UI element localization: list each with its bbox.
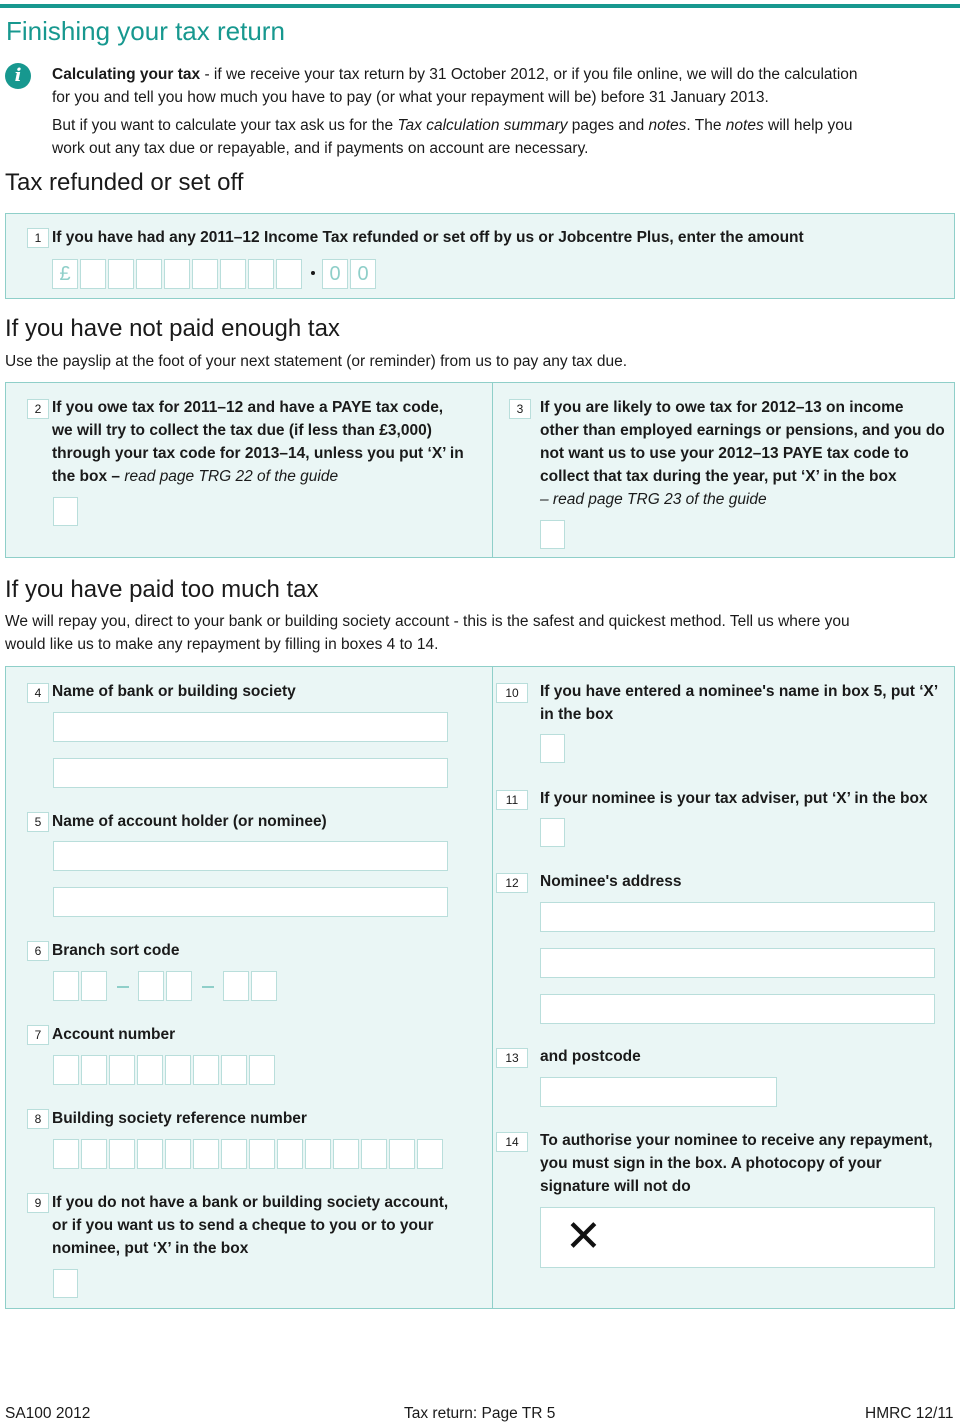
q11-label: If your nominee is your tax adviser, put ‘X’ in the box <box>540 790 928 807</box>
society-reference-field[interactable] <box>53 1139 453 1171</box>
sort-code-field[interactable] <box>53 971 283 1003</box>
q7-label: Account number <box>52 1026 176 1043</box>
currency-symbol: £ <box>52 259 78 289</box>
box-number-5: 5 <box>27 812 49 832</box>
page-title: Finishing your tax return <box>6 16 285 46</box>
intro-paragraph-1: Calculating your tax - if we receive your tax return by 31 October 2012, or if you file online, we will do the calculation for you and tell you how much you have to pay (or what your repayment will be) before 31 January 2013. <box>52 66 858 106</box>
box-number-2: 2 <box>27 399 49 419</box>
q3-checkbox[interactable] <box>540 520 565 549</box>
q10-label: If you have entered a nominee's name in box 5, put ‘X’ in the box <box>540 683 939 723</box>
digit-box[interactable] <box>361 1139 387 1169</box>
q9-label: If you do not have a bank or building society account, or if you want us to send a cheque to you or to your nominee, put ‘X’ in the box <box>52 1194 449 1257</box>
column-divider <box>492 383 493 557</box>
digit-box[interactable] <box>277 1139 303 1169</box>
q3-label: If you are likely to owe tax for 2012–13 on income other than employed earnings or pensions, and you do not want us to use your 2012–13 PAYE tax code to collect that tax during the year, put ‘X’ in the box – read page TRG 23 of the guide <box>540 399 945 508</box>
digit-box[interactable] <box>251 971 277 1001</box>
digit-box[interactable] <box>192 259 218 289</box>
nominee-address-line-2[interactable] <box>540 948 935 978</box>
digit-box[interactable] <box>221 1055 247 1085</box>
q2-label: If you owe tax for 2011–12 and have a PAYE tax code, we will try to collect the tax due (if less than £3,000) through your tax code for 2013–14, unless you put ‘X’ in the box – read page TRG 22 of the guide <box>52 399 464 485</box>
info-icon: i <box>5 63 31 89</box>
heading-not-paid-enough: If you have not paid enough tax <box>5 315 340 342</box>
box-number-14: 14 <box>496 1132 528 1152</box>
signature-box[interactable] <box>540 1207 935 1268</box>
digit-box[interactable] <box>223 971 249 1001</box>
digit-box[interactable] <box>80 259 106 289</box>
q5-label: Name of account holder (or nominee) <box>52 813 327 830</box>
q1-label: If you have had any 2011–12 Income Tax refunded or set off by us or Jobcentre Plus, enter the amount <box>52 229 804 246</box>
top-rule <box>0 4 960 8</box>
q12-label: Nominee's address <box>540 873 682 890</box>
digit-box[interactable] <box>81 1139 107 1169</box>
nominee-address-line-3[interactable] <box>540 994 935 1024</box>
column-divider <box>492 667 493 1308</box>
digit-box[interactable] <box>417 1139 443 1169</box>
box-number-8: 8 <box>27 1109 49 1129</box>
q4-label: Name of bank or building society <box>52 683 296 700</box>
intro-paragraph-2: But if you want to calculate your tax ask us for the Tax calculation summary pages and notes. The notes will help you work out any tax due or repayable, and if payments on account are necessary. <box>52 117 853 157</box>
q6-label: Branch sort code <box>52 942 180 959</box>
digit-box[interactable] <box>389 1139 415 1169</box>
account-holder-input-line-1[interactable] <box>53 841 448 871</box>
box-number-9: 9 <box>27 1193 49 1213</box>
digit-box[interactable] <box>138 971 164 1001</box>
digit-box[interactable] <box>221 1139 247 1169</box>
panel-q1 <box>5 213 955 299</box>
digit-box[interactable] <box>166 971 192 1001</box>
sign-here-x-mark: ✕ <box>565 1212 602 1261</box>
paid-too-much-text: We will repay you, direct to your bank or building society account - this is the safest and quickest method. Tell us where you would like us to make any repayment by filling in boxes 4 to 14. <box>5 613 850 653</box>
box-number-11: 11 <box>496 790 528 810</box>
digit-box[interactable] <box>164 259 190 289</box>
panel-q2-q3 <box>5 382 955 558</box>
digit-box[interactable] <box>276 259 302 289</box>
separator-dash <box>202 986 214 988</box>
digit-box[interactable] <box>305 1139 331 1169</box>
pence-digit[interactable]: 0 <box>350 259 376 289</box>
bank-name-input-line-2[interactable] <box>53 758 448 788</box>
digit-box[interactable] <box>165 1139 191 1169</box>
digit-box[interactable] <box>220 259 246 289</box>
footer-version: HMRC 12/11 <box>865 1405 954 1422</box>
not-paid-text: Use the payslip at the foot of your next statement (or reminder) from us to pay any tax due. <box>5 353 628 370</box>
separator-dash <box>117 986 129 988</box>
q10-checkbox[interactable] <box>540 734 565 763</box>
footer-form-code: SA100 2012 <box>5 1405 91 1422</box>
digit-box[interactable] <box>248 259 274 289</box>
q9-checkbox[interactable] <box>53 1269 78 1298</box>
heading-paid-too-much: If you have paid too much tax <box>5 576 319 603</box>
digit-box[interactable] <box>53 1139 79 1169</box>
digit-box[interactable] <box>53 1055 79 1085</box>
pence-digit[interactable]: 0 <box>322 259 348 289</box>
digit-box[interactable] <box>53 971 79 1001</box>
bank-name-input-line-1[interactable] <box>53 712 448 742</box>
decimal-point <box>311 271 315 275</box>
digit-box[interactable] <box>109 1139 135 1169</box>
intro-strong: Calculating your tax <box>52 66 201 83</box>
digit-box[interactable] <box>165 1055 191 1085</box>
digit-box[interactable] <box>249 1139 275 1169</box>
digit-box[interactable] <box>193 1055 219 1085</box>
digit-box[interactable] <box>333 1139 359 1169</box>
digit-box[interactable] <box>109 1055 135 1085</box>
account-number-field[interactable] <box>53 1055 283 1087</box>
digit-box[interactable] <box>136 259 162 289</box>
digit-box[interactable] <box>137 1055 163 1085</box>
heading-tax-refunded: Tax refunded or set off <box>5 169 244 196</box>
q13-label: and postcode <box>540 1048 641 1065</box>
box-number-1: 1 <box>27 228 49 248</box>
nominee-address-line-1[interactable] <box>540 902 935 932</box>
digit-box[interactable] <box>108 259 134 289</box>
digit-box[interactable] <box>193 1139 219 1169</box>
postcode-input[interactable] <box>540 1077 777 1107</box>
box-number-13: 13 <box>496 1048 528 1068</box>
box-number-4: 4 <box>27 683 49 703</box>
digit-box[interactable] <box>249 1055 275 1085</box>
box-number-12: 12 <box>496 873 528 893</box>
footer-page-label: Tax return: Page TR 5 <box>404 1405 556 1422</box>
digit-box[interactable] <box>81 971 107 1001</box>
panel-q4-q14 <box>5 666 955 1309</box>
box-number-7: 7 <box>27 1025 49 1045</box>
q14-label: To authorise your nominee to receive any repayment, you must sign in the box. A photocopy of your signature will not do <box>540 1132 933 1195</box>
box-number-3: 3 <box>509 399 531 419</box>
digit-box[interactable] <box>81 1055 107 1085</box>
amount-field[interactable] <box>52 259 382 291</box>
digit-box[interactable] <box>137 1139 163 1169</box>
q11-checkbox[interactable] <box>540 818 565 847</box>
box-number-6: 6 <box>27 941 49 961</box>
q2-checkbox[interactable] <box>53 497 78 526</box>
account-holder-input-line-2[interactable] <box>53 887 448 917</box>
q8-label: Building society reference number <box>52 1110 307 1127</box>
box-number-10: 10 <box>496 683 528 703</box>
